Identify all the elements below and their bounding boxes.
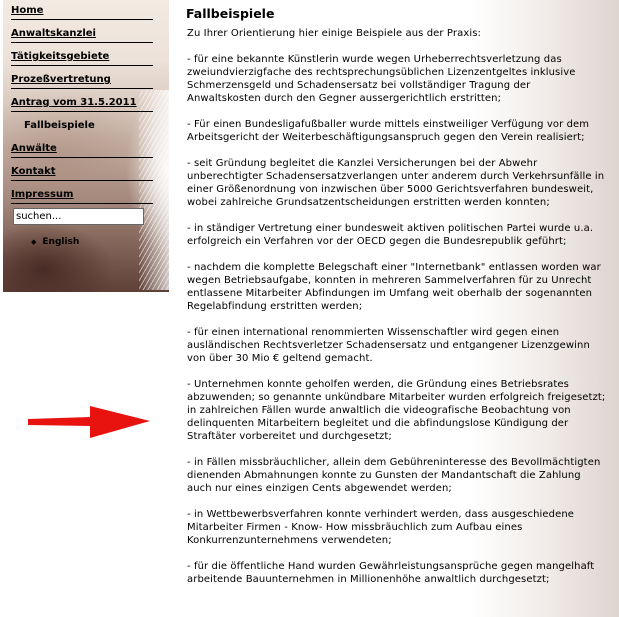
nav-anwaelte[interactable]: Anwälte [11,143,153,158]
case-paragraph: - in Wettbewerbsverfahren konnte verhindert werden, dass ausgeschiedene Mitarbeiter Firmen - Know- How missbräuchlich zum Aufbau eines Konkurrenzunternehmens verwendeten; [187,509,575,546]
page-title: Fallbeispiele [186,6,275,21]
search-input[interactable] [13,208,144,225]
nav-antrag[interactable]: Antrag vom 31.5.2011 [11,97,153,112]
case-paragraph: - in Fällen missbräuchlicher, allein dem Gebühreninteresse des Bevollmächtigten dienenden Abmahnungen konnte zu Gunsten der Mandantschaft die Zahlung auch nur eines einzigen Cents abgewendet werden; [187,457,601,494]
nav-home[interactable]: Home [11,5,153,20]
red-arrow-icon [28,404,150,440]
intro-text: Zu Ihrer Orientierung hier einige Beispiele aus der Praxis: [187,28,481,39]
language-label: English [42,237,80,247]
nav-impressum[interactable]: Impressum [11,189,153,204]
nav-kontakt[interactable]: Kontakt [11,166,153,181]
nav-anwaltskanzlei[interactable]: Anwaltskanzlei [11,28,153,43]
case-paragraph: - für die öffentliche Hand wurden Gewährleistungsansprüche gegen mangelhaft arbeitende Bauunternehmen in Millionenhöhe anwaltlich durchgesetzt; [187,561,595,585]
case-paragraph: - für eine bekannte Künstlerin wurde wegen Urheberrechtsverletzung das zweiundvierzigfache des rechtsprechungsüblichen Lizenzentgeltes inklusive Schmerzensgeld und Schadensersatz bei vollständiger Tragung der Anwaltskosten durch den Gegner aussergerichtlich erstritten; [187,54,576,104]
case-paragraph: - in ständiger Vertretung einer bundesweit aktiven politischen Partei wurde u.a. erfolgreich ein Verfahren vor der OECD gegen die Bundesrepublik geführt; [187,223,594,247]
case-paragraph: - Unternehmen konnte geholfen werden, die Gründung eines Betriebsrates abzuwenden; so genannte unkündbare Mitarbeiter wurden erfolgreich freigesetzt; in zahlreichen Fällen wurde anwaltlich die videografische Beobachtung von delinquenten Mitarbeitern begleitet und die abfindungslose Kündigung der Straftäter vorbereitet und durchgesetzt; [187,379,606,442]
language-link[interactable] [31,237,79,247]
case-paragraph: - für einen international renommierten Wissenschaftler wird gegen einen ausländischen Rechtsverletzer Schadensersatz und entgangener Lizenzgewinn von über 30 Mio € geltend gemacht. [187,327,590,364]
nav-taetigkeitsgebiete[interactable]: Tätigkeitsgebiete [11,51,153,66]
case-paragraph: - Für einen Bundesligafußballer wurde mittels einstweiliger Verfügung vor dem Arbeitsgericht der Weiterbeschäftigungsanspruch gegen den Verein realisiert; [187,119,590,143]
case-paragraph: - seit Gründung begleitet die Kanzlei Versicherungen bei der Abwehr unberechtigter Schadensersatzverlangen unter anderem durch Verkehrsunfälle in einer Größenordnung von inzwischen über 5000 Gerichtsverfahren bundesweit, wobei zahlreiche Grundsatzentscheidungen erstritten werden konnten; [187,158,605,208]
nav-prozessvertretung[interactable]: Prozeßvertretung [11,74,153,89]
bullet-icon: ◆ [31,238,37,246]
case-paragraph: - nachdem die komplette Belegschaft einer "Internetbank" entlassen worden war wegen Betriebsaufgabe, konnten in mehreren Sammelverfahren für zu Unrecht entlassene Mitarbeiter Abfindungen im Umfang weit oberhalb der sogenannten Regelabfindung erstritten werden; [187,262,601,312]
article-text [187,27,607,599]
main-content [169,0,619,617]
sidebar [3,0,169,292]
nav-fallbeispiele[interactable]: Fallbeispiele [24,120,95,131]
